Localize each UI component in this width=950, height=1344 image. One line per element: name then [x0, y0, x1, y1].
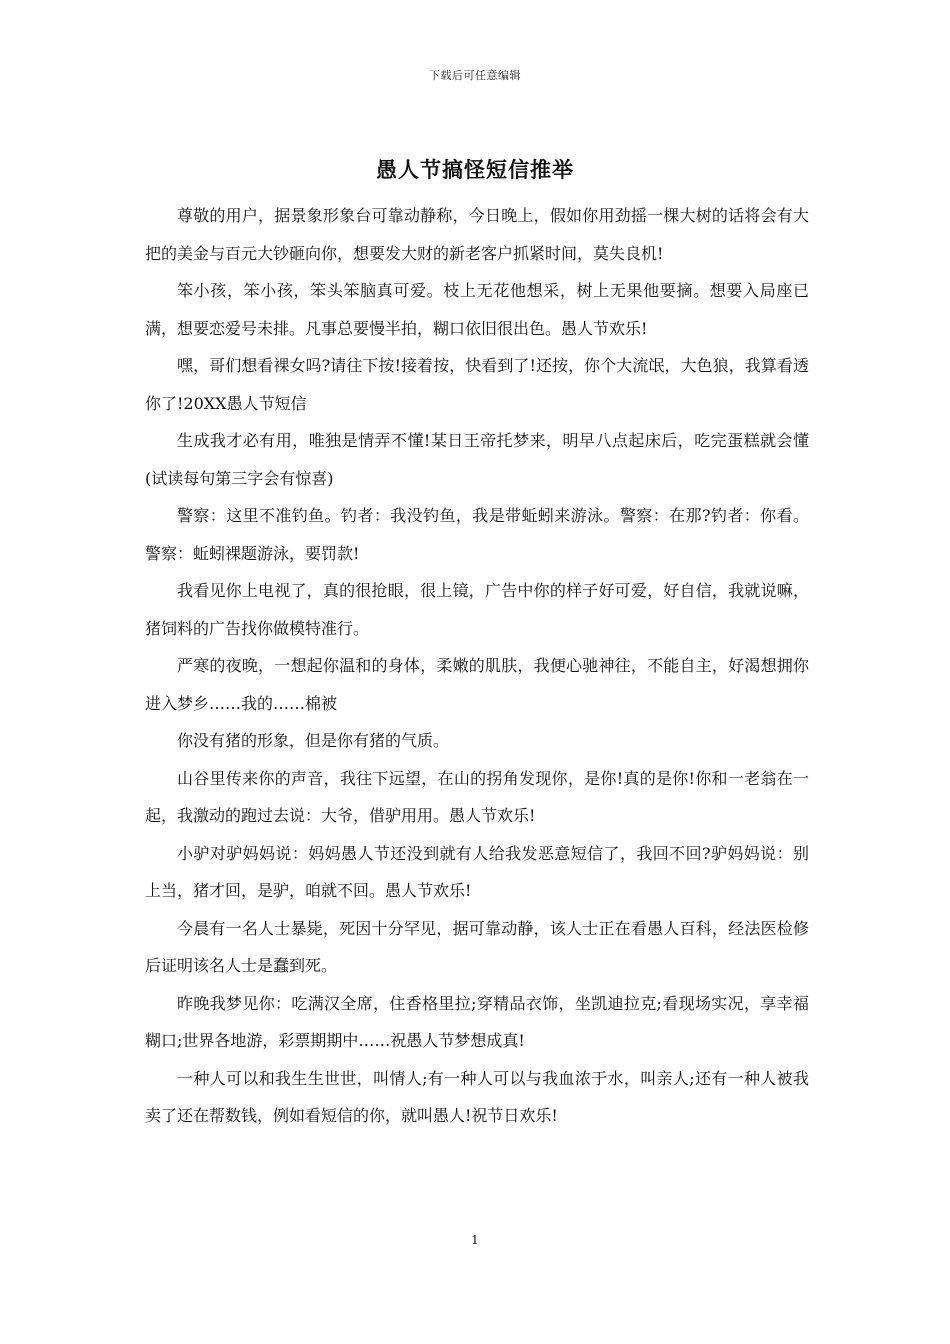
paragraph: 笨小孩，笨小孩，笨头笨脑真可爱。枝上无花他想采，树上无果他要摘。想要入局座已满，想要恋爱号未排。凡事总要慢半拍，糊口依旧很出色。愚人节欢乐!	[145, 281, 809, 338]
paragraph: 警察：这里不准钓鱼。钓者：我没钓鱼，我是带蚯蚓来游泳。警察：在那?钓者：你看。警察：蚯蚓裸题游泳，要罚款!	[145, 506, 809, 563]
paragraph: 尊敬的用户，据景象形象台可靠动静称，今日晚上，假如你用劲摇一棵大树的话将会有大把的美金与百元大钞砸向你，想要发大财的新老客户抓紧时间，莫失良机!	[145, 206, 809, 263]
paragraph: 昨晚我梦见你：吃满汉全席，住香格里拉;穿精品衣饰，坐凯迪拉克;看现场实况，享幸福糊口;世界各地游，彩票期期中……祝愚人节梦想成真!	[145, 993, 809, 1050]
paragraph: 今晨有一名人士暴毙，死因十分罕见，据可靠动静，该人士正在看愚人百科，经法医检修后证明该名人士是蠢到死。	[145, 918, 809, 975]
page-header-note: 下载后可任意编辑	[429, 69, 521, 82]
paragraph: 山谷里传来你的声音，我往下远望，在山的拐角发现你，是你!真的是你!你和一老翁在一起，我激动的跑过去说：大爷，借驴用用。愚人节欢乐!	[145, 768, 809, 825]
document-body	[145, 197, 809, 1135]
page-number: 1	[471, 1233, 479, 1247]
paragraph: 严寒的夜晚，一想起你温和的身体，柔嫩的肌肤，我便心驰神往，不能自主，好渴想拥你进入梦乡……我的……棉被	[145, 656, 809, 713]
paragraph: 小驴对驴妈妈说：妈妈愚人节还没到就有人给我发恶意短信了，我回不回?驴妈妈说：别上当，猪才回，是驴，咱就不回。愚人节欢乐!	[145, 843, 809, 900]
paragraph: 生成我才必有用，唯独是情弄不懂!某日王帝托梦来，明早八点起床后，吃完蛋糕就会懂(试读每句第三字会有惊喜)	[145, 431, 809, 488]
paragraph: 你没有猪的形象，但是你有猪的气质。	[177, 731, 450, 750]
paragraph: 我看见你上电视了，真的很抢眼，很上镜，广告中你的样子好可爱，好自信，我就说嘛，猪饲料的广告找你做模特准行。	[145, 581, 809, 638]
paragraph: 嘿，哥们想看裸女吗?请往下按!接着按，快看到了!还按，你个大流氓，大色狼，我算看透你了!20XX愚人节短信	[145, 356, 809, 413]
paragraph: 一种人可以和我生生世世，叫情人;有一种人可以与我血浓于水，叫亲人;还有一种人被我卖了还在帮数钱，例如看短信的你，就叫愚人!祝节日欢乐!	[145, 1068, 809, 1125]
document-title: 愚人节搞怪短信推举	[376, 157, 574, 182]
